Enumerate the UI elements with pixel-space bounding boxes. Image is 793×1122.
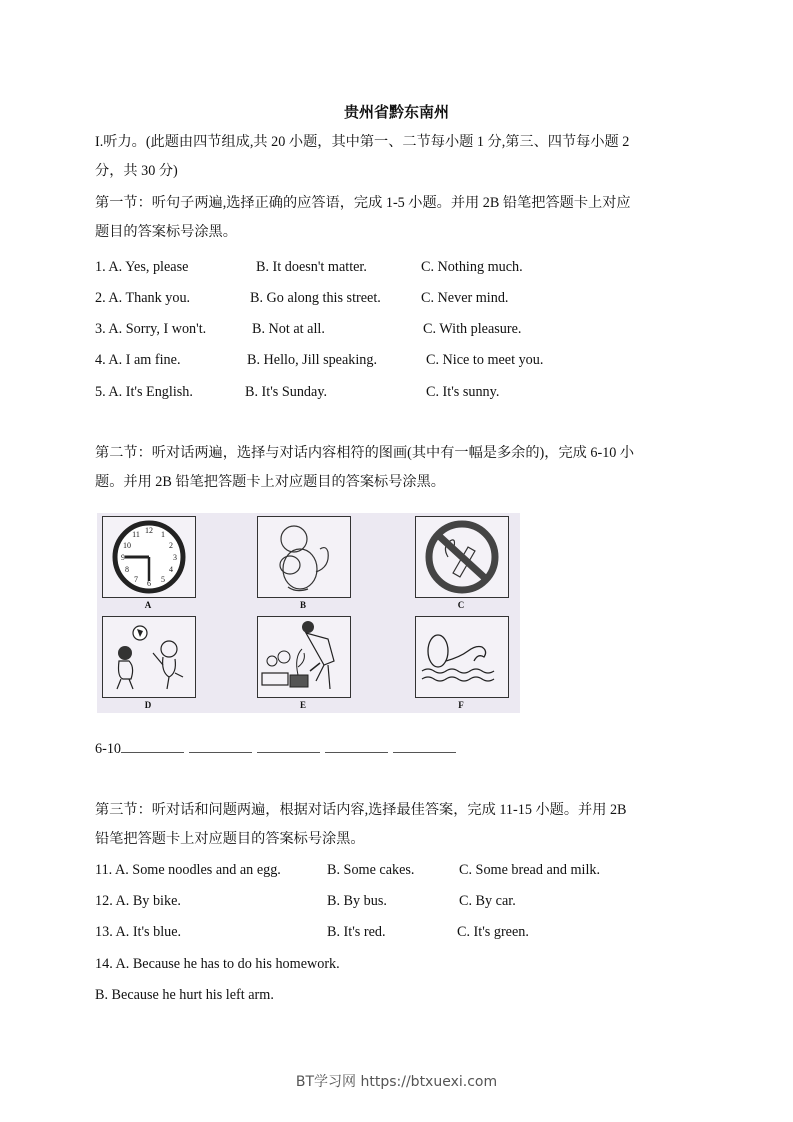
picture-label-a: A — [144, 600, 152, 610]
monkey-icon — [258, 517, 350, 597]
option-c: C. Nice to meet you. — [426, 352, 544, 368]
picture-d — [102, 616, 196, 698]
picture-b — [257, 516, 351, 598]
answer-blank-8[interactable] — [257, 738, 320, 753]
picture-label-f: F — [458, 700, 464, 710]
option-a: 13. A. It's blue. — [95, 924, 182, 940]
option-a: 11. A. Some noodles and an egg. — [95, 862, 281, 878]
svg-text:7: 7 — [134, 575, 138, 584]
picture-label-e: E — [299, 700, 306, 710]
picture-f — [415, 616, 509, 698]
picture-label-c: C — [457, 600, 465, 610]
option-b: B. It doesn't matter. — [256, 259, 367, 275]
section2-line-1: 第二节：听对话两遍，选择与对话内容相符的图画(其中有一幅是多余的)，完成 6-10 小 — [95, 445, 635, 461]
section1-instructions — [95, 189, 707, 247]
option-a: 14. A. Because he has to do his homework. — [95, 956, 340, 972]
answer-blank-7[interactable] — [189, 738, 252, 753]
svg-text:11: 11 — [132, 530, 140, 539]
section1-line-2: 题目的答案标号涂黑。 — [95, 224, 237, 240]
option-b: B. It's red. — [327, 924, 386, 940]
section1-line-1: 第一节：听句子两遍,选择正确的应答语，完成 1-5 小题。并用 2B 铅笔把答题卡上对应 — [95, 195, 631, 211]
option-b: B. Go along this street. — [250, 290, 381, 306]
option-c: C. It's green. — [457, 924, 529, 940]
intro-paragraph — [95, 128, 707, 186]
option-a: 3. A. Sorry, I won't. — [95, 321, 207, 337]
answer-blank-9[interactable] — [325, 738, 388, 753]
option-c: C. Nothing much. — [421, 259, 523, 275]
picture-label-d: D — [144, 700, 152, 710]
picture-panel — [97, 513, 520, 713]
section3-line-1: 第三节：听对话和问题两遍，根据对话内容,选择最佳答案，完成 11-15 小题。并用 2B — [95, 802, 627, 818]
option-b: B. Hello, Jill speaking. — [247, 352, 378, 368]
picture-label-b: B — [299, 600, 306, 610]
option-a: 12. A. By bike. — [95, 893, 181, 909]
svg-text:4: 4 — [169, 565, 173, 574]
option-c: C. Some bread and milk. — [459, 862, 601, 878]
option-c: C. With pleasure. — [423, 321, 522, 337]
svg-text:10: 10 — [123, 541, 131, 550]
intro-line-2: 分，共 30 分) — [95, 163, 178, 179]
answer-prefix: 6-10 — [95, 741, 122, 757]
swimming-icon — [416, 617, 508, 697]
section3-line-2: 铅笔把答题卡上对应题目的答案标号涂黑。 — [95, 831, 365, 847]
picture-e — [257, 616, 351, 698]
picture-a — [102, 516, 196, 598]
section2-instructions — [95, 439, 707, 497]
no-smoking-icon — [416, 517, 508, 597]
svg-text:12: 12 — [145, 526, 153, 535]
option-c: C. Never mind. — [421, 290, 509, 306]
footer-watermark: BT学习网 https://btxuexi.com — [295, 1074, 498, 1090]
option-a: 1. A. Yes, please — [95, 259, 189, 275]
option-b: B. By bus. — [327, 893, 387, 909]
option-b: B. Not at all. — [252, 321, 325, 337]
clock-icon — [103, 517, 195, 597]
football-kids-icon — [103, 617, 195, 697]
svg-text:3: 3 — [173, 553, 177, 562]
answer-blanks — [95, 738, 461, 758]
option-a: 4. A. I am fine. — [95, 352, 181, 368]
option-c: C. By car. — [459, 893, 516, 909]
svg-text:2: 2 — [169, 541, 173, 550]
picture-c — [415, 516, 509, 598]
intro-line-1: I.听力。(此题由四节组成,共 20 小题，其中第一、二节每小题 1 分,第三、四节每小题 2 — [95, 134, 630, 150]
watering-flowers-icon — [258, 617, 350, 697]
svg-text:6: 6 — [147, 579, 151, 588]
section2-line-2: 题。并用 2B 铅笔把答题卡上对应题目的答案标号涂黑。 — [95, 474, 445, 490]
option-b: B. It's Sunday. — [245, 384, 328, 400]
svg-text:5: 5 — [161, 575, 165, 584]
svg-text:8: 8 — [125, 565, 129, 574]
svg-text:1: 1 — [161, 530, 165, 539]
answer-blank-10[interactable] — [393, 738, 456, 753]
option-b: B. Because he hurt his left arm. — [95, 987, 274, 1003]
answer-blank-6[interactable] — [121, 738, 184, 753]
svg-text:9: 9 — [121, 553, 125, 562]
section3-instructions — [95, 796, 707, 854]
option-c: C. It's sunny. — [426, 384, 500, 400]
option-a: 2. A. Thank you. — [95, 290, 191, 306]
page-title: 贵州省黔东南州 — [343, 105, 449, 121]
option-b: B. Some cakes. — [327, 862, 415, 878]
option-a: 5. A. It's English. — [95, 384, 193, 400]
